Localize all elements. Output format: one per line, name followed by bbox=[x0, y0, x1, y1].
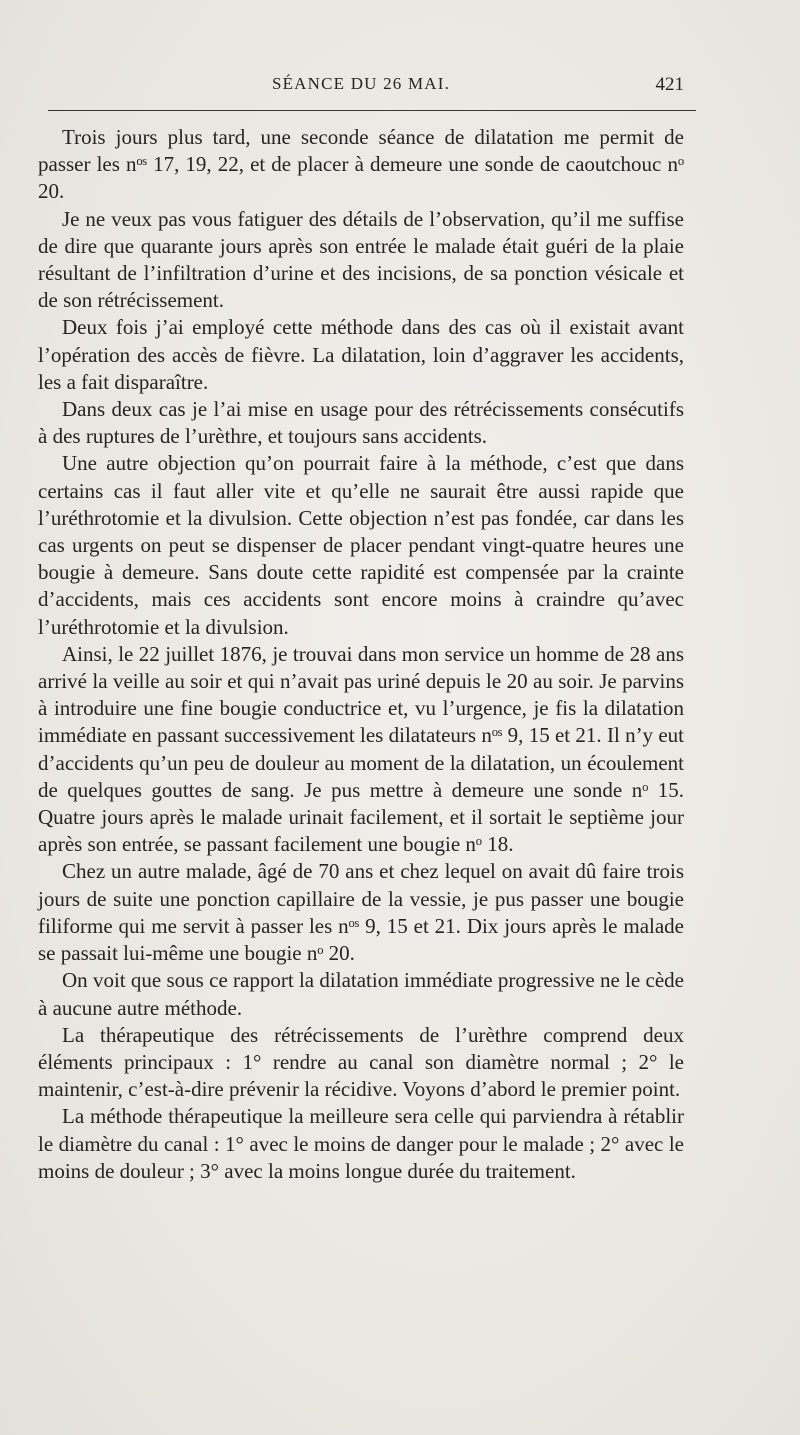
paragraph: Chez un autre malade, âgé de 70 ans et chez lequel on avait dû faire trois jours de suite une ponction capillaire de la vessie, je pus passer une bougie filiforme qui me servit à passer les nᵒˢ 9, 15 et 21. Dix jours après le malade se passait lui-même une bougie nᵒ 20. bbox=[38, 859, 684, 966]
paragraph: Deux fois j’ai employé cette méthode dans des cas où il existait avant l’opération des accès de fièvre. La dilatation, loin d’aggraver les accidents, les a fait disparaître. bbox=[38, 315, 684, 394]
paragraph: On voit que sous ce rapport la dilatation immédiate progressive ne le cède à aucune autre méthode. bbox=[38, 968, 684, 1020]
paragraph: Trois jours plus tard, une seconde séance de dilatation me permit de passer les nᵒˢ 17, 19, 22, et de placer à demeure une sonde de caoutchouc nᵒ 20. bbox=[38, 125, 684, 204]
paragraph: Une autre objection qu’on pourrait faire à la méthode, c’est que dans certains cas il faut aller vite et qu’elle ne saurait être aussi rapide que l’uréthrotomie et la divulsion. Cette objection n’est pas fondée, car dans les cas urgents on peut se dispenser de placer pendant vingt-quatre heures une bougie à demeure. Sans doute cette rapidité est compensée par la crainte d’accidents, mais ces accidents sont encore moins à craindre qu’avec l’uréthrotomie et la divulsion. bbox=[38, 451, 684, 639]
paragraph: La thérapeutique des rétrécissements de l’urèthre comprend deux éléments principaux : 1° rendre au canal son diamètre normal ; 2° le maintenir, c’est-à-dire prévenir la récidive. Voyons d’abord le premier point. bbox=[38, 1022, 684, 1102]
body-text bbox=[38, 124, 684, 1185]
header-rule bbox=[48, 110, 696, 111]
page-header bbox=[38, 74, 684, 102]
paragraph: Je ne veux pas vous fatiguer des détails de l’observation, qu’il me suffise de dire que quarante jours après son entrée le malade était guéri de la plaie résultant de l’infiltration d’urine et des incisions, de sa ponction vésicale et de son rétrécissement. bbox=[38, 206, 684, 313]
paragraph: Dans deux cas je l’ai mise en usage pour des rétrécissements consécutifs à des ruptures de l’urèthre, et toujours sans accidents. bbox=[38, 397, 684, 449]
running-head: SÉANCE DU 26 MAI. bbox=[271, 74, 451, 93]
paragraph: La méthode thérapeutique la meilleure sera celle qui parviendra à rétablir le diamètre du canal : 1° avec le moins de danger pour le malade ; 2° avec le moins de douleur ; 3° avec la moins longue durée du traitement. bbox=[38, 1104, 684, 1183]
page-number: 421 bbox=[655, 74, 684, 95]
paragraph: Ainsi, le 22 juillet 1876, je trouvai dans mon service un homme de 28 ans arrivé la veille au soir et qui n’avait pas uriné depuis le 20 au soir. Je parvins à introduire une fine bougie conductrice et, vu l’urgence, je fis la dilatation immédiate en passant successivement les dilatateurs nᵒˢ 9, 15 et 21. Il n’y eut d’accidents qu’un peu de douleur au moment de la dilatation, un écoulement de quelques gouttes de sang. Je pus mettre à demeure une sonde nᵒ 15. Quatre jours après le malade urinait facilement, et il sortait le septième jour après son entrée, se passant facilement une bougie nᵒ 18. bbox=[38, 641, 684, 857]
